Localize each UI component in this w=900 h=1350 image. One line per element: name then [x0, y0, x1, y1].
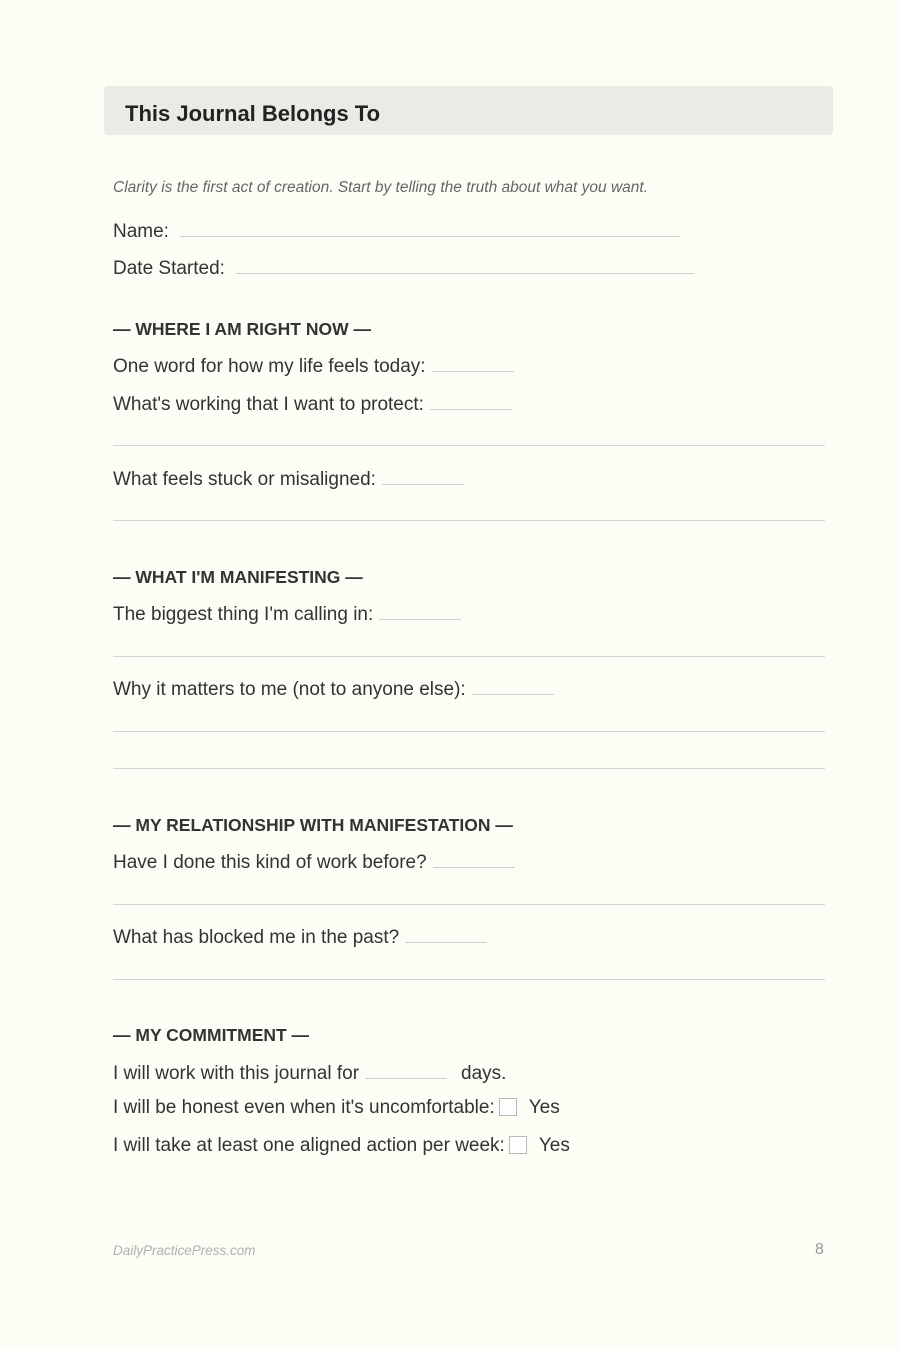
honesty-yes-label: Yes [528, 1097, 560, 1118]
footer-site: DailyPracticePress.com [113, 1243, 256, 1258]
action-yes-label: Yes [538, 1135, 570, 1156]
prompt-row [113, 924, 487, 949]
date-started-label: Date Started: [113, 258, 225, 279]
writing-line[interactable] [113, 731, 825, 732]
honesty-commitment-label: I will be honest even when it's uncomfortable: [113, 1097, 495, 1118]
prompt-label: What has blocked me in the past? [113, 927, 400, 948]
date-started-field[interactable] [236, 255, 694, 274]
date-started-row [113, 255, 694, 280]
prompt-label: Why it matters to me (not to anyone else): [113, 679, 466, 700]
prompt-row [113, 391, 512, 416]
prompt-row [113, 466, 464, 491]
prompt-row [113, 353, 514, 378]
prompt-row [113, 676, 554, 701]
action-commitment-row [113, 1135, 570, 1157]
action-commitment-label: I will take at least one aligned action per week: [113, 1135, 505, 1156]
writing-line[interactable] [113, 904, 825, 905]
answer-field[interactable] [379, 601, 461, 620]
writing-line[interactable] [113, 979, 825, 980]
section-heading-where-i-am: — WHERE I AM RIGHT NOW — [113, 319, 371, 339]
writing-line[interactable] [113, 520, 825, 521]
section-heading-commitment: — MY COMMITMENT — [113, 1025, 310, 1045]
page-title: This Journal Belongs To [125, 101, 381, 126]
answer-field[interactable] [432, 353, 514, 372]
answer-field[interactable] [430, 391, 512, 410]
journal-duration-row [113, 1060, 506, 1085]
prompt-label: What's working that I want to protect: [113, 394, 424, 415]
prompt-row [113, 849, 515, 874]
answer-field[interactable] [433, 849, 515, 868]
days-label: days. [461, 1063, 507, 1084]
title-banner [104, 86, 833, 135]
prompt-label: One word for how my life feels today: [113, 356, 426, 377]
answer-field[interactable] [405, 924, 487, 943]
writing-line[interactable] [113, 768, 825, 769]
journal-duration-label: I will work with this journal for [113, 1063, 360, 1084]
days-field[interactable] [365, 1060, 447, 1079]
writing-line[interactable] [113, 445, 825, 446]
prompt-label: What feels stuck or misaligned: [113, 469, 376, 490]
section-heading-relationship: — MY RELATIONSHIP WITH MANIFESTATION — [113, 815, 513, 835]
intro-quote: Clarity is the first act of creation. Start by telling the truth about what you want. [113, 179, 649, 196]
name-label: Name: [113, 221, 169, 242]
honesty-checkbox[interactable] [499, 1098, 517, 1116]
answer-field[interactable] [382, 466, 464, 485]
action-checkbox[interactable] [509, 1136, 527, 1154]
name-row [113, 218, 680, 243]
answer-field[interactable] [472, 676, 554, 695]
prompt-label: The biggest thing I'm calling in: [113, 604, 374, 625]
name-field[interactable] [180, 218, 680, 237]
page-number: 8 [815, 1241, 824, 1258]
prompt-label: Have I done this kind of work before? [113, 852, 427, 873]
writing-line[interactable] [113, 656, 825, 657]
honesty-commitment-row [113, 1097, 560, 1119]
section-heading-manifesting: — WHAT I'M MANIFESTING — [113, 567, 363, 587]
prompt-row [113, 601, 461, 626]
